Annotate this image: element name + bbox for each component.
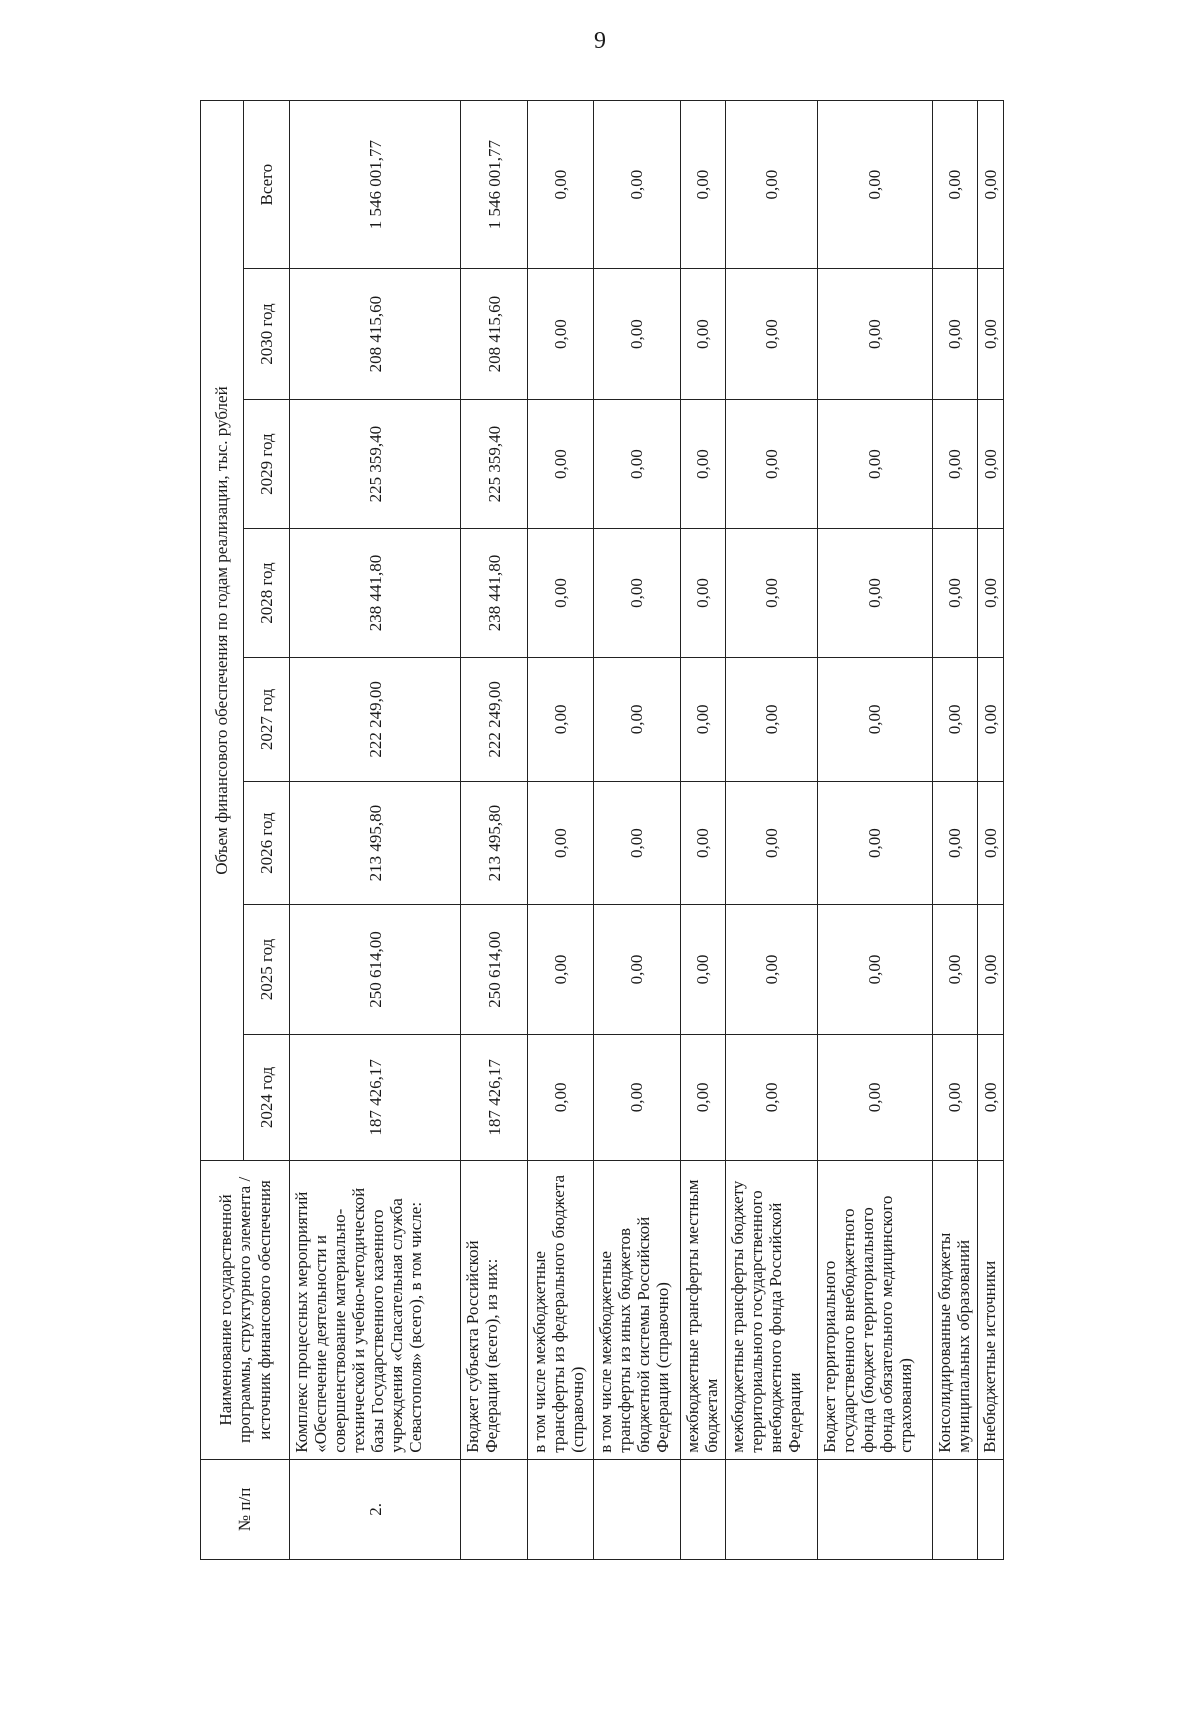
row-total: 0,00 bbox=[680, 101, 726, 269]
row-year-value: 0,00 bbox=[680, 269, 726, 400]
page-number: 9 bbox=[594, 28, 606, 54]
row-year-value: 0,00 bbox=[817, 1034, 932, 1160]
row-number bbox=[817, 1459, 932, 1559]
row-name: Комплекс процессных мероприятий «Обеспечение деятельности и совершенствование материально-технической и учебно-методической базы Государственного казенного учреждения «Спасательная служба Севастополя» (всего), в том числе: bbox=[290, 1161, 461, 1460]
table-row bbox=[461, 101, 528, 1560]
row-year-value: 0,00 bbox=[978, 782, 1004, 905]
table-body bbox=[290, 101, 1004, 1560]
row-total: 0,00 bbox=[594, 101, 680, 269]
header-year: 2029 год bbox=[244, 399, 290, 528]
row-year-value: 0,00 bbox=[726, 782, 817, 905]
row-year-value: 0,00 bbox=[680, 529, 726, 657]
header-name: Наименование государственной программы, структурного элемента / источник финансового обеспечения bbox=[201, 1161, 290, 1460]
row-year-value: 0,00 bbox=[528, 1034, 594, 1160]
row-year-value: 0,00 bbox=[932, 657, 978, 781]
header-year: 2024 год bbox=[244, 1034, 290, 1160]
row-total: 0,00 bbox=[528, 101, 594, 269]
row-total: 0,00 bbox=[932, 101, 978, 269]
header-year: 2027 год bbox=[244, 657, 290, 781]
row-name: межбюджетные трансферты бюджету территориального государственного внебюджетного фонда Российской Федерации bbox=[726, 1161, 817, 1460]
row-year-value: 0,00 bbox=[528, 529, 594, 657]
row-year-value: 0,00 bbox=[594, 782, 680, 905]
row-year-value: 0,00 bbox=[680, 782, 726, 905]
row-year-value: 250 614,00 bbox=[290, 905, 461, 1034]
row-year-value: 250 614,00 bbox=[461, 905, 528, 1034]
row-year-value: 213 495,80 bbox=[290, 782, 461, 905]
row-year-value: 187 426,17 bbox=[461, 1034, 528, 1160]
row-name: Бюджет территориального государственного внебюджетного фонда (бюджет территориального фонда обязательного медицинского страхования) bbox=[817, 1161, 932, 1460]
financing-table bbox=[200, 100, 1004, 1560]
row-name: межбюджетные трансферты местным бюджетам bbox=[680, 1161, 726, 1460]
table-row bbox=[680, 101, 726, 1560]
row-year-value: 0,00 bbox=[932, 782, 978, 905]
row-year-value: 208 415,60 bbox=[461, 269, 528, 400]
row-year-value: 0,00 bbox=[680, 657, 726, 781]
row-number bbox=[978, 1459, 1004, 1559]
row-year-value: 0,00 bbox=[594, 905, 680, 1034]
header-year: 2025 год bbox=[244, 905, 290, 1034]
header-year: 2026 год bbox=[244, 782, 290, 905]
row-number bbox=[461, 1459, 528, 1559]
row-year-value: 0,00 bbox=[726, 399, 817, 528]
row-year-value: 0,00 bbox=[528, 782, 594, 905]
row-year-value: 0,00 bbox=[978, 399, 1004, 528]
row-year-value: 0,00 bbox=[932, 269, 978, 400]
table-row bbox=[528, 101, 594, 1560]
table-row bbox=[594, 101, 680, 1560]
row-year-value: 0,00 bbox=[528, 657, 594, 781]
row-year-value: 225 359,40 bbox=[461, 399, 528, 528]
row-year-value: 213 495,80 bbox=[461, 782, 528, 905]
row-year-value: 0,00 bbox=[726, 905, 817, 1034]
row-year-value: 238 441,80 bbox=[290, 529, 461, 657]
row-number bbox=[932, 1459, 978, 1559]
row-total: 0,00 bbox=[726, 101, 817, 269]
row-year-value: 0,00 bbox=[594, 399, 680, 528]
row-year-value: 0,00 bbox=[594, 1034, 680, 1160]
row-number bbox=[528, 1459, 594, 1559]
row-year-value: 0,00 bbox=[528, 269, 594, 400]
row-number: 2. bbox=[290, 1459, 461, 1559]
row-year-value: 0,00 bbox=[528, 905, 594, 1034]
table-row bbox=[817, 101, 932, 1560]
row-year-value: 0,00 bbox=[817, 905, 932, 1034]
row-year-value: 0,00 bbox=[594, 269, 680, 400]
rotated-table-wrapper bbox=[200, 100, 1004, 1560]
row-name: в том числе межбюджетные трансферты из иных бюджетов бюджетной системы Российской Федерации (справочно) bbox=[594, 1161, 680, 1460]
row-total: 0,00 bbox=[978, 101, 1004, 269]
row-year-value: 0,00 bbox=[726, 269, 817, 400]
row-year-value: 0,00 bbox=[978, 905, 1004, 1034]
row-total: 1 546 001,77 bbox=[290, 101, 461, 269]
row-year-value: 0,00 bbox=[817, 782, 932, 905]
row-year-value: 0,00 bbox=[932, 1034, 978, 1160]
row-number bbox=[594, 1459, 680, 1559]
table-row bbox=[978, 101, 1004, 1560]
row-year-value: 0,00 bbox=[817, 269, 932, 400]
table-row bbox=[726, 101, 817, 1560]
row-total: 0,00 bbox=[817, 101, 932, 269]
row-year-value: 0,00 bbox=[726, 657, 817, 781]
row-year-value: 0,00 bbox=[932, 399, 978, 528]
row-year-value: 0,00 bbox=[978, 269, 1004, 400]
row-year-value: 0,00 bbox=[817, 657, 932, 781]
row-number bbox=[680, 1459, 726, 1559]
header-year: 2030 год bbox=[244, 269, 290, 400]
row-year-value: 0,00 bbox=[680, 1034, 726, 1160]
row-year-value: 0,00 bbox=[932, 529, 978, 657]
row-number bbox=[726, 1459, 817, 1559]
row-name: в том числе межбюджетные трансферты из федерального бюджета (справочно) bbox=[528, 1161, 594, 1460]
row-year-value: 238 441,80 bbox=[461, 529, 528, 657]
row-name: Внебюджетные источники bbox=[978, 1161, 1004, 1460]
row-name: Консолидированные бюджеты муниципальных образований bbox=[932, 1161, 978, 1460]
row-name: Бюджет субъекта Российской Федерации (всего), из них: bbox=[461, 1161, 528, 1460]
header-funding-group: Объем финансового обеспечения по годам реализации, тыс. рублей bbox=[201, 101, 244, 1161]
row-year-value: 222 249,00 bbox=[461, 657, 528, 781]
row-year-value: 0,00 bbox=[817, 399, 932, 528]
row-year-value: 187 426,17 bbox=[290, 1034, 461, 1160]
row-year-value: 0,00 bbox=[680, 399, 726, 528]
row-year-value: 0,00 bbox=[978, 1034, 1004, 1160]
header-total: Всего bbox=[244, 101, 290, 269]
header-year: 2028 год bbox=[244, 529, 290, 657]
row-year-value: 0,00 bbox=[528, 399, 594, 528]
row-year-value: 208 415,60 bbox=[290, 269, 461, 400]
row-year-value: 0,00 bbox=[680, 905, 726, 1034]
row-year-value: 222 249,00 bbox=[290, 657, 461, 781]
row-year-value: 0,00 bbox=[817, 529, 932, 657]
row-year-value: 0,00 bbox=[726, 529, 817, 657]
row-year-value: 0,00 bbox=[978, 657, 1004, 781]
row-year-value: 0,00 bbox=[978, 529, 1004, 657]
table-row bbox=[932, 101, 978, 1560]
row-year-value: 0,00 bbox=[932, 905, 978, 1034]
header-number: № п/п bbox=[201, 1459, 290, 1559]
row-year-value: 0,00 bbox=[594, 657, 680, 781]
row-year-value: 0,00 bbox=[594, 529, 680, 657]
row-year-value: 225 359,40 bbox=[290, 399, 461, 528]
table-row bbox=[290, 101, 461, 1560]
row-year-value: 0,00 bbox=[726, 1034, 817, 1160]
row-total: 1 546 001,77 bbox=[461, 101, 528, 269]
